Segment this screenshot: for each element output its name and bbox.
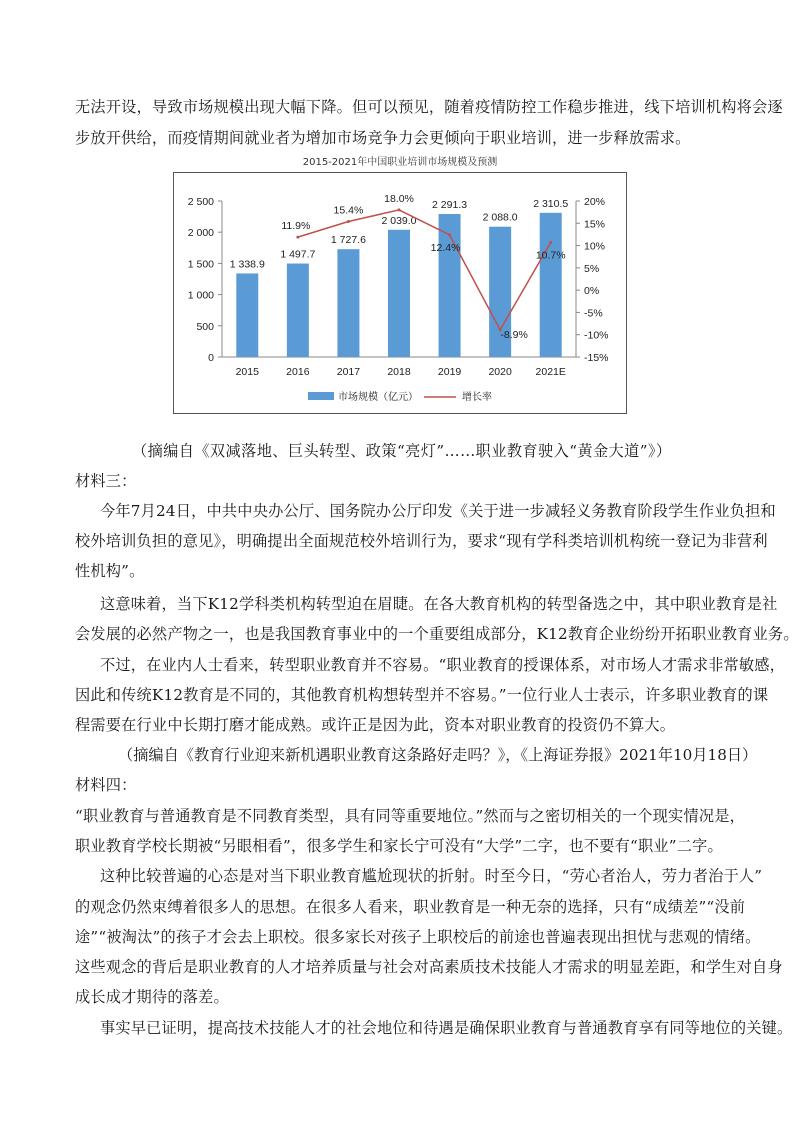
right-tick-label: 0%	[584, 285, 600, 298]
growth-point	[448, 233, 451, 236]
legend-bar-label: 市场规模（亿元）	[338, 392, 418, 403]
right-tick-label: -5%	[584, 307, 603, 320]
bar-value-label: 2 039.0	[381, 214, 417, 227]
x-tick-label: 2020	[488, 366, 512, 378]
x-tick-label: 2017	[336, 366, 361, 378]
left-tick-label: 1 500	[187, 258, 214, 271]
left-tick-label: 2 500	[187, 196, 214, 208]
paragraph-line: “职业教育与普通教育是不同教育类型，具有同等重要地位。”然而与之密切相关的一个现实情况是，	[75, 807, 745, 825]
material-heading: 材料三：	[75, 472, 137, 490]
paragraph-line: 这种比较普遍的心态是对当下职业教育尴尬现状的折射。时至今日，“劳心者治人，劳力者治于人”	[100, 867, 763, 885]
paragraph-line: 校外培训负担的意见》，明确提出全面规范校外培训行为，要求“现有学科类培训机构统一登记为非营利	[75, 532, 768, 550]
bar	[287, 264, 309, 357]
bar-value-label: 1 497.7	[280, 248, 316, 261]
right-tick-label: 15%	[584, 218, 606, 231]
growth-point	[296, 236, 299, 239]
bar	[388, 230, 410, 357]
x-tick-label: 2018	[387, 366, 411, 378]
market-size-chart	[173, 172, 627, 414]
source-citation: （摘编自《双减落地、巨头转型、政策“亮灯”……职业教育驶入“黄金大道”》）	[132, 442, 672, 460]
material-heading: 材料四：	[75, 776, 137, 794]
x-tick-label: 2019	[437, 366, 462, 378]
growth-point	[398, 208, 401, 211]
bar-value-label: 2 088.0	[482, 211, 518, 224]
x-tick-label: 2021E	[535, 366, 566, 378]
growth-value-label: 10.7%	[535, 249, 566, 262]
growth-point	[347, 220, 350, 223]
bar	[236, 273, 258, 357]
left-tick-label: 2 000	[187, 227, 214, 240]
growth-value-label: 18.0%	[384, 192, 414, 205]
source-citation: （摘编自《教育行业迎来新机遇职业教育这条路好走吗？》，《上海证券报》2021年10月18日）	[118, 746, 758, 764]
chart-svg	[174, 173, 626, 413]
chart-title: 2015-2021年中国职业培训市场规模及预测	[302, 157, 498, 168]
paragraph-line: 无法开设，导致市场规模出现大幅下降。但可以预见，随着疫情防控工作稳步推进，线下培训机构将会逐	[75, 98, 783, 116]
paragraph-line: 步放开供给，而疫情期间就业者为增加市场竞争力会更倾向于职业培训，进一步释放需求。	[75, 129, 691, 147]
paragraph-line: 职业教育学校长期被“另眼相看”，很多学生和家长宁可没有“大学”二字，也不要有“职业”二字。	[75, 837, 723, 855]
legend-line-label: 增长率	[462, 392, 492, 403]
x-tick-label: 2016	[286, 366, 310, 378]
paragraph-line: 会发展的必然产物之一，也是我国教育事业中的一个重要组成部分，K12教育企业纷纷开拓职业教育业务。	[75, 625, 799, 643]
growth-value-label: 11.9%	[281, 220, 311, 233]
bar-value-label: 2 291.3	[432, 199, 468, 212]
right-tick-label: -10%	[584, 329, 609, 342]
paragraph-line: 因此和传统K12教育是不同的，其他教育机构想转型并不容易。”一位行业人士表示，许多职业教育的课	[75, 686, 769, 704]
paragraph-line: 不过，在业内人士看来，转型职业教育并不容易。“职业教育的授课体系，对市场人才需求非常敏感，	[100, 656, 786, 674]
bar	[337, 249, 359, 357]
growth-point	[549, 241, 552, 244]
growth-value-label: 15.4%	[333, 204, 364, 217]
bar	[540, 213, 562, 357]
paragraph-line: 性机构”。	[75, 562, 145, 580]
growth-value-label: -8.9%	[500, 328, 528, 341]
x-tick-label: 2015	[235, 366, 259, 378]
left-tick-label: 0	[208, 352, 214, 364]
bar-value-label: 1 338.9	[229, 258, 265, 271]
paragraph-line: 程需要在行业中长期打磨才能成熟。或许正是因为此，资本对职业教育的投资仍不算大。	[75, 716, 676, 734]
growth-rate-line	[298, 210, 551, 330]
paragraph-line: 今年7月24日，中共中央办公厅、国务院办公厅印发《关于进一步减轻义务教育阶段学生作业负担和	[100, 502, 776, 520]
left-tick-label: 1 000	[187, 289, 214, 302]
paragraph-line: 途”“被淘汰”的孩子才会去上职校。很多家长对孩子上职校后的前途也普遍表现出担忧与悲观的情绪。	[75, 928, 761, 946]
paragraph-line: 这意味着，当下K12学科类机构转型迫在眉睫。在各大教育机构的转型备选之中，其中职业教育是社	[100, 595, 778, 613]
paragraph-line: 这些观念的背后是职业教育的人才培养质量与社会对高素质技术技能人才需求的明显差距，和学生对自身	[75, 958, 783, 976]
right-tick-label: -15%	[584, 352, 609, 364]
growth-value-label: 12.4%	[430, 241, 461, 254]
paragraph-line: 成长成才期待的落差。	[75, 988, 229, 1006]
paragraph-line: 事实早已证明，提高技术技能人才的社会地位和待遇是确保职业教育与普通教育享有同等地位的关键。	[100, 1019, 793, 1037]
paragraph-line: 的观念仍然束缚着很多人的思想。在很多人看来，职业教育是一种无奈的选择，只有“成绩差”“没前	[75, 898, 746, 916]
bar-value-label: 2 310.5	[533, 197, 569, 210]
bar-value-label: 1 727.6	[330, 234, 366, 247]
right-tick-label: 10%	[584, 240, 606, 253]
right-tick-label: 20%	[584, 196, 606, 208]
right-tick-label: 5%	[584, 262, 600, 275]
legend-bar-swatch	[308, 392, 334, 400]
left-tick-label: 500	[196, 320, 214, 333]
